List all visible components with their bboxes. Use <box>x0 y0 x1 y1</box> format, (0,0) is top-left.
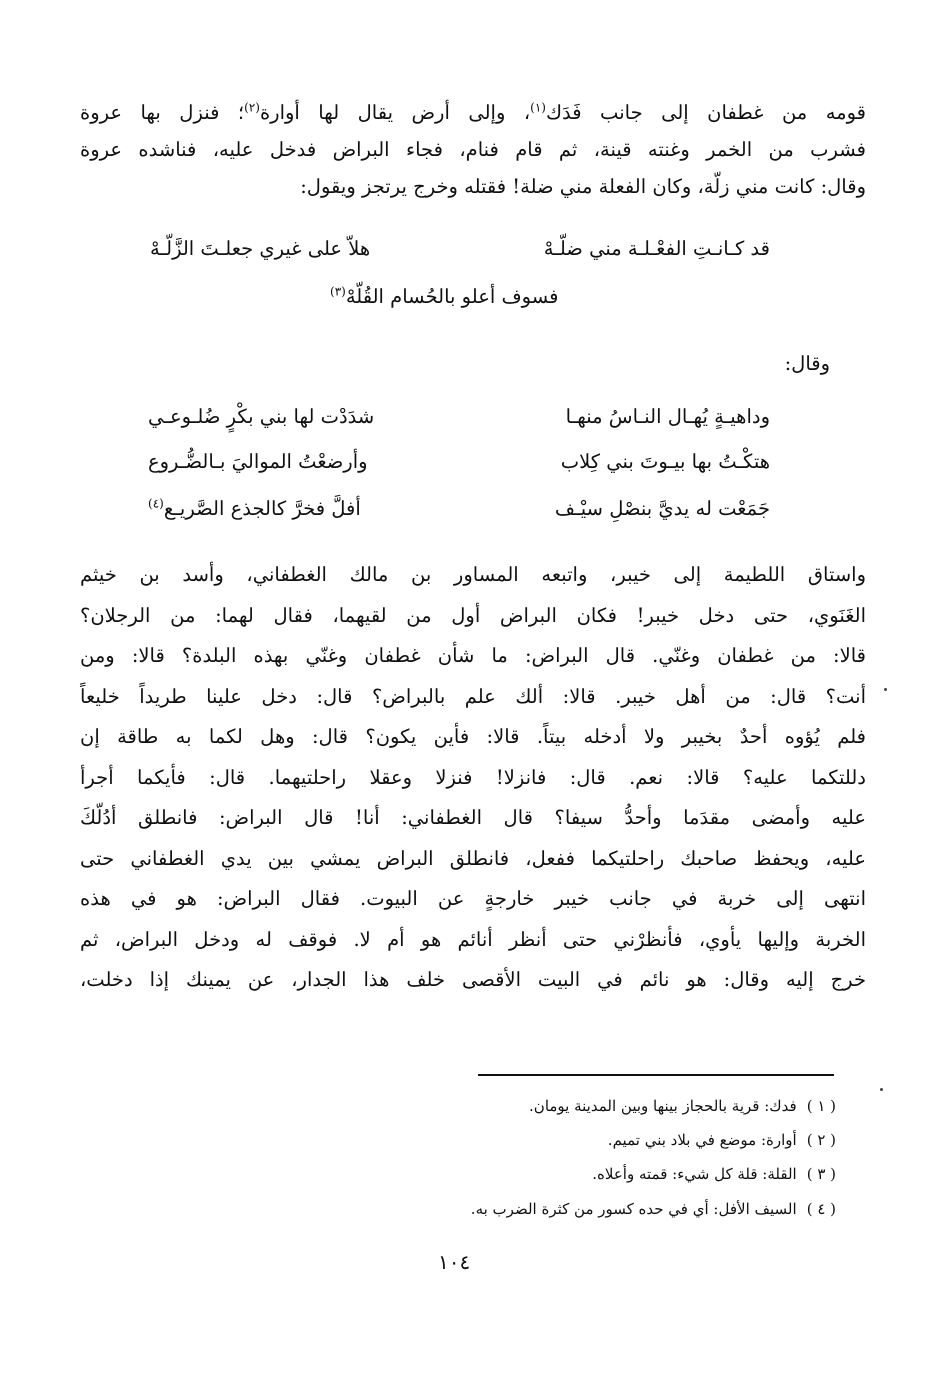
section-label: وقال: <box>784 352 830 375</box>
footnote-4 <box>471 1199 836 1219</box>
rajaz-line-2: فسوف أعلو بالحُسام القُلّهْ$^{(٣)}$ <box>330 284 559 308</box>
hemistich-right: جَمَعْت له يديَّ بنصْلِ سيْـف <box>554 497 770 520</box>
text-line: فشرب من الخمر وغنته قينة، ثم قام فنام، فجاء البراض فدخل عليه، فناشده عروة <box>80 138 866 161</box>
footnote-ref[interactable]: (٣) <box>330 284 346 299</box>
paragraph-1 <box>80 94 866 205</box>
hemistich-left: شدَدْت لها بني بكْرٍ ضُلـوعـي <box>148 405 375 428</box>
footnote-text: السيف الأفل: أي في حده كسور من كثرة الضرب به. <box>470 1200 797 1218</box>
footnote-number: ( ٢ ) <box>806 1131 836 1149</box>
text-line: فلم يُؤوه أحدٌ بخيبر ولا أدخله بيتاً. قالا: فأين يكون؟ قال: وهل لكما به طاقة إن <box>80 725 866 748</box>
text-line: واستاق اللطيمة إلى خيبر، واتبعه المساور بن مالك الغطفاني، وأسد بن خيثم <box>80 563 866 586</box>
footnote-ref[interactable]: (٤) <box>148 496 164 511</box>
hemistich-left: أفلَّ فخرَّ كالجذع الصَّريـع$^{(٤)}$ <box>148 496 361 520</box>
text-line: خرج إليه وقال: هو نائم في البيت الأقصى خلف هذا الجدار، عن يمينك إذا دخلت، <box>80 968 866 991</box>
text-line: الخربة وإليها يأوي، فأنظرْني حتى أنظر أنائم هو أم لا. فوقف له ودخل البراض، ثم <box>80 927 866 951</box>
text-line: عليه وأمضى مقدَما وأحدُّ سيفا؟ قال الغطفاني: أنا! قال البراض: فانطلق أدُلّكَ <box>80 806 866 829</box>
text-line: انتهى إلى خربة في جانب خيبر خارجةٍ عن البيوت. فقال البراض: هو في هذه <box>80 887 866 910</box>
paragraph-2 <box>80 555 866 1001</box>
hemistich-left: هلاّ على غيري جعلـتَ الزَّلّـهْ <box>150 237 371 260</box>
footnote-2 <box>608 1130 836 1150</box>
text-line: قومه من غطفان إلى جانب فَدَك$^{(١)}$، وإلى أرض يقال لها أوارة$^{(٢)}$؛ فنزل بها عروة <box>80 100 866 124</box>
footnote-text: أوارة: موضع في بلاد بني تميم. <box>607 1131 797 1149</box>
page-number: ١٠٤ <box>438 1250 471 1274</box>
footnote-1 <box>529 1096 836 1116</box>
footnote-ref[interactable]: (٢) <box>244 100 260 115</box>
footnote-ref[interactable]: (١) <box>530 100 546 115</box>
scan-speck <box>880 1088 883 1091</box>
text-line: دللتكما عليه؟ قالا: نعم. قال: فانزلا! فنزلا وعقلا راحلتيهما. قال: فأيكما أجرأ <box>80 765 866 789</box>
hemistich-right: وداهيـةٍ يُهـال النـاسُ منهـا <box>565 405 770 428</box>
footnote-text: القلة: قلة كل شيء: قمته وأعلاه. <box>592 1165 797 1183</box>
hemistich-right: هتكْـتُ بها بيـوتَ بني كِلاب <box>560 450 770 473</box>
footnote-number: ( ٤ ) <box>806 1200 836 1218</box>
text-line: قالا: من غطفان وغنّي. قال البراض: ما شأن غطفان وغنّي بهذه البلدة؟ قالا: ومن <box>80 644 866 667</box>
footnote-number: ( ٣ ) <box>806 1165 836 1183</box>
footnote-divider <box>478 1074 834 1076</box>
hemistich-right: قد كـانـتِ الفعْـلـة مني ضلّـهْ <box>543 237 770 260</box>
footnote-text: فدك: قرية بالحجاز بينها وبين المدينة يومان. <box>529 1097 797 1115</box>
footnote-3 <box>592 1164 836 1184</box>
hemistich-left: وأرضعْتُ المواليَ بـالضُّـروع <box>148 450 368 473</box>
text-line: الغَنَوي، حتى دخل خيبر! فكان البراض أول من لقيهما، فقال لهما: من الرجلان؟ <box>80 603 866 627</box>
text-line: وقال: كانت مني زلّة، وكان الفعلة مني ضلة! فقتله وخرج يرتجز ويقول: <box>300 175 866 198</box>
scan-speck <box>884 688 887 691</box>
text-line: أنت؟ قال: من أهل خيبر. قالا: ألك علم بالبراض؟ قال: دخل علينا طريداً خليعاً <box>80 684 866 708</box>
text-line: عليه، ويحفظ صاحبك راحلتيكما ففعل، فانطلق البراض يمشي بين يدي الغطفاني حتى <box>80 846 866 870</box>
footnote-number: ( ١ ) <box>806 1097 836 1115</box>
